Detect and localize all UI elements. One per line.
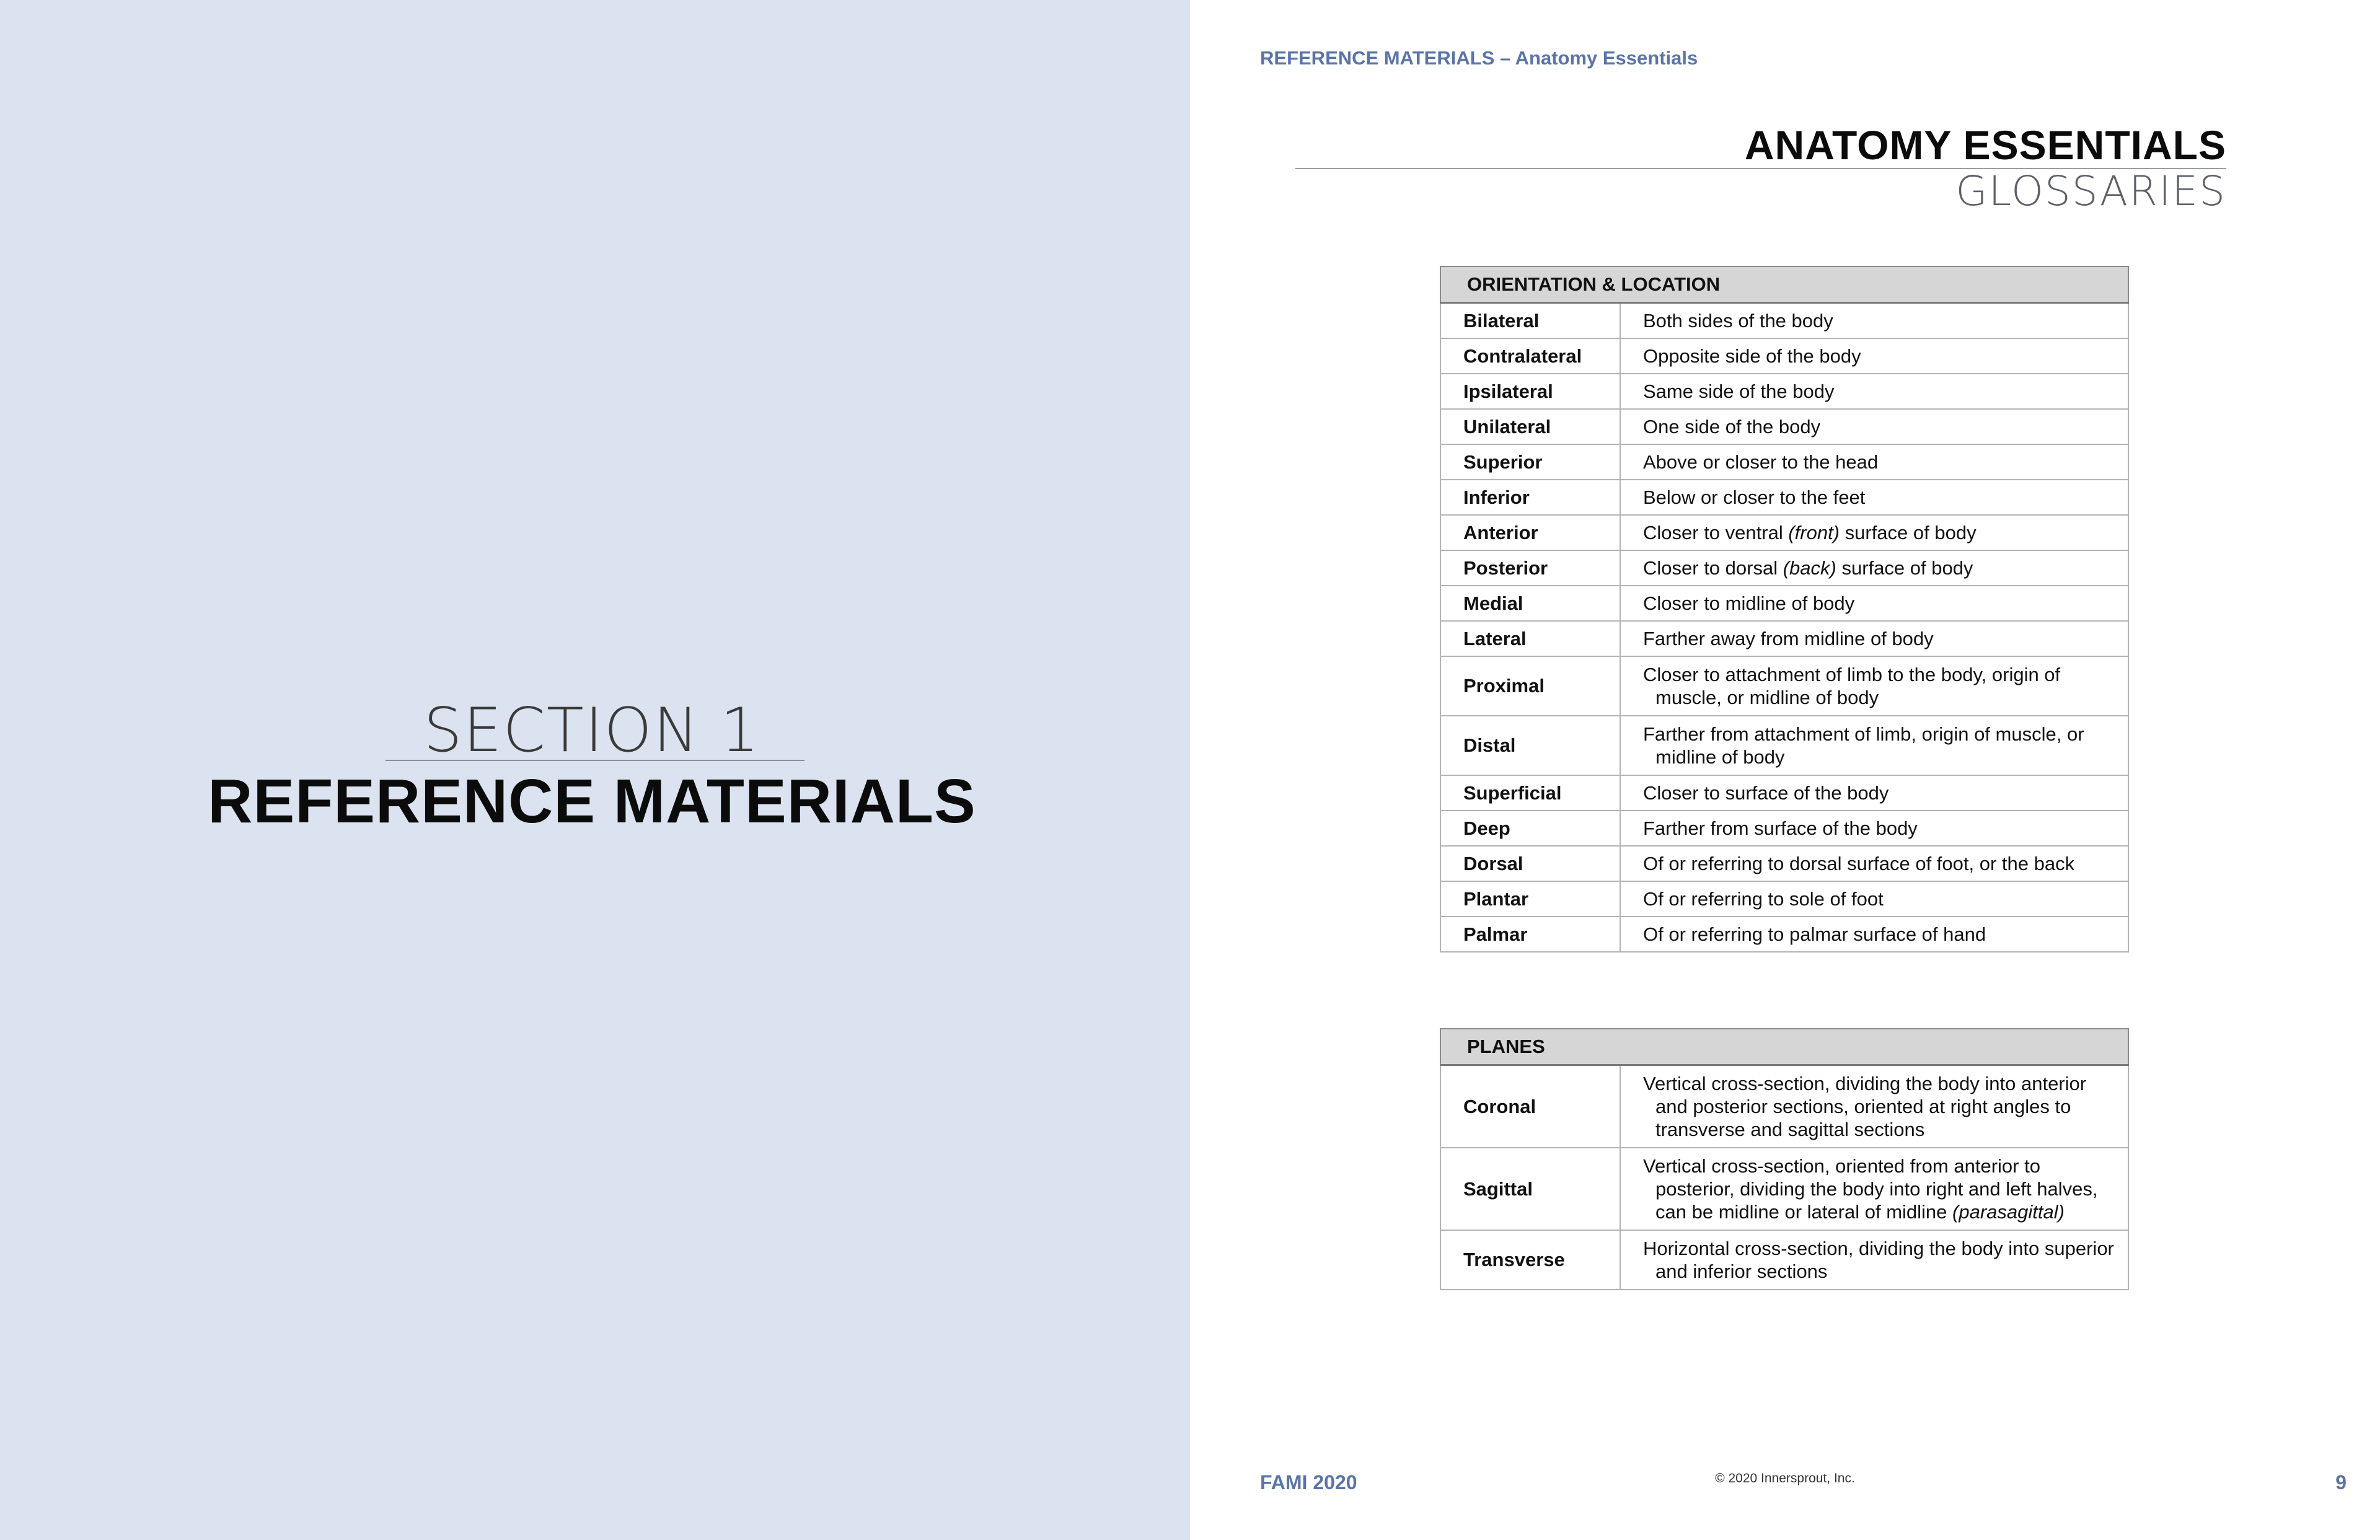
table-row — [1440, 716, 2128, 775]
table-row — [1440, 586, 2128, 621]
footer-copyright: © 2020 Innersprout, Inc. — [1715, 1471, 1855, 1485]
term-cell: Dorsal — [1440, 846, 1620, 881]
table-header: PLANES — [1440, 1029, 2128, 1065]
definition-cell: Same side of the body — [1620, 374, 2128, 409]
running-head: REFERENCE MATERIALS – Anatomy Essentials — [1260, 47, 1698, 69]
table-row — [1440, 515, 2128, 550]
definition-cell: Farther from surface of the body — [1620, 811, 2128, 846]
page-subtitle: GLOSSARIES — [1955, 167, 2226, 215]
term-cell: Bilateral — [1440, 303, 1620, 339]
definition-text: surface of body — [1836, 557, 1973, 579]
table-row — [1440, 338, 2128, 374]
definition-cell: Of or referring to palmar surface of hand — [1620, 917, 2128, 952]
term-cell: Superior — [1440, 444, 1620, 480]
term-cell: Distal — [1440, 716, 1620, 775]
term-cell: Inferior — [1440, 480, 1620, 515]
term-cell: Transverse — [1440, 1230, 1620, 1290]
definition-cell — [1620, 515, 2128, 550]
term-cell: Lateral — [1440, 621, 1620, 656]
definition-cell: Below or closer to the feet — [1620, 480, 2128, 515]
definition-cell: Of or referring to sole of foot — [1620, 881, 2128, 917]
table-row — [1440, 775, 2128, 811]
table-row — [1440, 444, 2128, 480]
definition-emphasis: (front) — [1788, 522, 1840, 543]
definition-cell: One side of the body — [1620, 409, 2128, 444]
term-cell: Coronal — [1440, 1065, 1620, 1148]
definition-cell: Closer to midline of body — [1620, 586, 2128, 621]
term-cell: Anterior — [1440, 515, 1620, 550]
term-cell: Contralateral — [1440, 338, 1620, 374]
table-row — [1440, 480, 2128, 515]
table-row — [1440, 917, 2128, 952]
table-row — [1440, 846, 2128, 881]
section-number: SECTION 1 — [423, 695, 760, 766]
table-row — [1440, 621, 2128, 656]
definition-cell — [1620, 1148, 2128, 1230]
term-cell: Medial — [1440, 586, 1620, 621]
definition-cell: Closer to attachment of limb to the body, origin of muscle, or midline of body — [1620, 656, 2128, 716]
definition-cell: Opposite side of the body — [1620, 338, 2128, 374]
term-cell: Unilateral — [1440, 409, 1620, 444]
table-row — [1440, 881, 2128, 917]
definition-text: Vertical cross-section, oriented from anterior to posterior, dividing the body into right and left halves, can be midline or lateral of midline — [1643, 1155, 2098, 1223]
right-page — [1190, 0, 2380, 1540]
table-row — [1440, 1148, 2128, 1230]
definition-emphasis: (parasagittal) — [1952, 1201, 2065, 1223]
footer-publication: FAMI 2020 — [1260, 1471, 1357, 1494]
definition-cell: Above or closer to the head — [1620, 444, 2128, 480]
table-row — [1440, 656, 2128, 716]
term-cell: Proximal — [1440, 656, 1620, 716]
term-cell: Deep — [1440, 811, 1620, 846]
term-cell: Plantar — [1440, 881, 1620, 917]
table-row — [1440, 550, 2128, 586]
section-divider — [386, 760, 804, 761]
table-row — [1440, 1230, 2128, 1290]
term-cell: Superficial — [1440, 775, 1620, 811]
table-row — [1440, 811, 2128, 846]
table-row — [1440, 374, 2128, 409]
page-title: ANATOMY ESSENTIALS — [1744, 122, 2226, 168]
definition-cell: Vertical cross-section, dividing the body into anterior and posterior sections, oriented at right angles to transverse and sagittal sections — [1620, 1065, 2128, 1148]
section-title: REFERENCE MATERIALS — [208, 767, 976, 836]
definition-emphasis: (back) — [1783, 557, 1836, 579]
definition-cell: Horizontal cross-section, dividing the body into superior and inferior sections — [1620, 1230, 2128, 1290]
table-header: ORIENTATION & LOCATION — [1440, 266, 2128, 303]
definition-cell: Both sides of the body — [1620, 303, 2128, 339]
definition-cell: Farther from attachment of limb, origin of muscle, or midline of body — [1620, 716, 2128, 775]
definition-text: surface of body — [1840, 522, 1977, 543]
definition-cell — [1620, 550, 2128, 586]
definition-text: Closer to ventral — [1643, 522, 1789, 543]
definition-cell: Of or referring to dorsal surface of foot, or the back — [1620, 846, 2128, 881]
term-cell: Palmar — [1440, 917, 1620, 952]
term-cell: Sagittal — [1440, 1148, 1620, 1230]
orientation-location-table — [1440, 266, 2129, 953]
planes-table — [1440, 1028, 2129, 1290]
table-row — [1440, 1065, 2128, 1148]
term-cell: Ipsilateral — [1440, 374, 1620, 409]
definition-cell: Farther away from midline of body — [1620, 621, 2128, 656]
definition-cell: Closer to surface of the body — [1620, 775, 2128, 811]
term-cell: Posterior — [1440, 550, 1620, 586]
page-number: 9 — [2335, 1471, 2347, 1494]
table-row — [1440, 409, 2128, 444]
table-row — [1440, 303, 2128, 339]
definition-text: Closer to dorsal — [1643, 557, 1783, 579]
